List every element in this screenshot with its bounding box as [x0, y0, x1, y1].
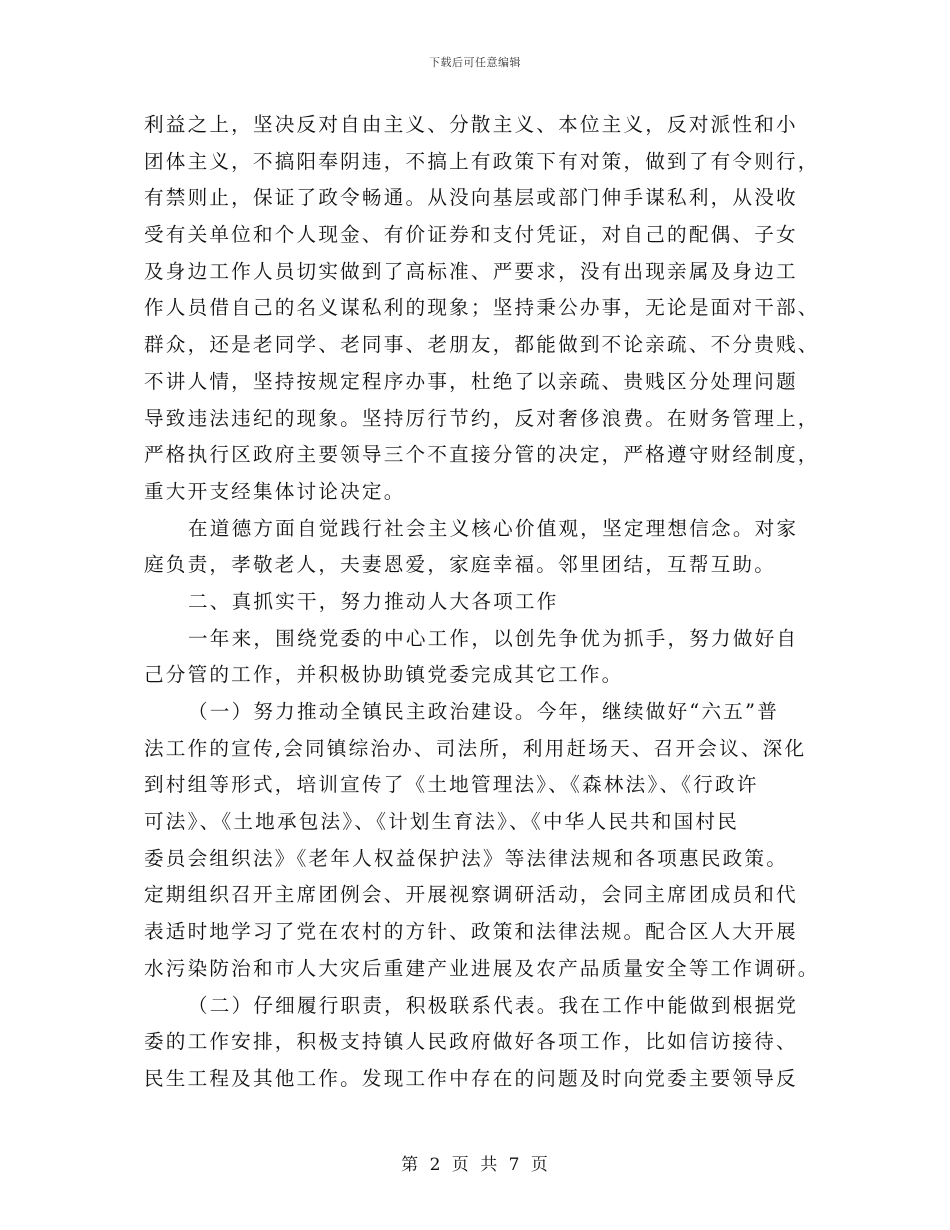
text-line: 己分管的工作，并积极协助镇党委完成其它工作。: [144, 663, 624, 687]
text-line: 有禁则止，保证了政令畅通。从没向基层或部门伸手谋私利，从没收: [144, 186, 798, 210]
text-line: 定期组织召开主席团例会、开展视察调研活动，会同主席团成员和代: [144, 883, 798, 907]
text-line: 受有关单位和个人现金、有价证券和支付凭证，对自己的配偶、子女: [144, 223, 798, 247]
text-line: 法工作的宣传,会同镇综治办、司法所，利用赶场天、召开会议、深化: [144, 736, 807, 760]
section-heading: 二、真抓实干，努力推动人大各项工作: [188, 589, 559, 613]
paragraph-start-line: 在道德方面自觉践行社会主义核心价值观，坚定理想信念。对家: [188, 516, 799, 540]
text-line: 民生工程及其他工作。发现工作中存在的问题及时向党委主要领导反: [144, 1066, 798, 1090]
text-line: 水污染防治和市人大灾后重建产业进展及农产品质量安全等工作调研。: [144, 956, 820, 980]
text-line: 委的工作安排，积极支持镇人民政府做好各项工作，比如信访接待、: [144, 1030, 798, 1054]
text-line: 导致违法违纪的现象。坚持厉行节约，反对奢侈浪费。在财务管理上，: [144, 406, 820, 430]
text-line: 表适时地学习了党在农村的方针、政策和法律法规。配合区人大开展: [144, 920, 798, 944]
text-line: 可法》、《土地承包法》、《计划生育法》、《中华人民共和国村民: [144, 810, 740, 834]
text-line: 不讲人情，坚持按规定程序办事，杜绝了以亲疏、贵贱区分处理问题: [144, 369, 798, 393]
text-line: 利益之上，坚决反对自由主义、分散主义、本位主义，反对派性和小: [144, 113, 798, 136]
paragraph-start-line: （一）努力推动全镇民主政治建设。今年，继续做好“六五”普: [188, 700, 780, 723]
page-header: 下载后可任意编辑: [429, 56, 521, 69]
page-number-footer: 第 2 页 共 7 页: [401, 1155, 549, 1175]
text-line: 重大开支经集体讨论决定。: [144, 479, 406, 503]
text-line: 到村组等形式，培训宣传了《土地管理法》、《森林法》、《行政许: [144, 773, 759, 797]
paragraph-start-line: （二）仔细履行职责，积极联系代表。我在工作中能做到根据党: [188, 993, 799, 1017]
paragraph-start-line: 一年来，围绕党委的中心工作，以创先争优为抓手，努力做好自: [188, 626, 799, 650]
document-body: [144, 107, 820, 1098]
text-line: 作人员借自己的名义谋私利的现象；坚持秉公办事，无论是面对干部、: [144, 296, 820, 320]
text-line: 委员会组织法》《老年人权益保护法》等法律法规和各项惠民政策。: [144, 846, 789, 870]
text-line: 庭负责，孝敬老人，夫妻恩爱，家庭幸福。邻里团结，互帮互助。: [144, 553, 777, 577]
text-line: 群众，还是老同学、老同事、老朋友，都能做到不论亲疏、不分贵贱、: [144, 333, 820, 357]
text-line: 及身边工作人员切实做到了高标准、严要求，没有出现亲属及身边工: [144, 259, 798, 283]
text-line: 严格执行区政府主要领导三个不直接分管的决定，严格遵守财经制度，: [144, 443, 820, 467]
text-line: 团体主义，不搞阳奉阴违，不搞上有政策下有对策，做到了有令则行，: [144, 149, 820, 173]
